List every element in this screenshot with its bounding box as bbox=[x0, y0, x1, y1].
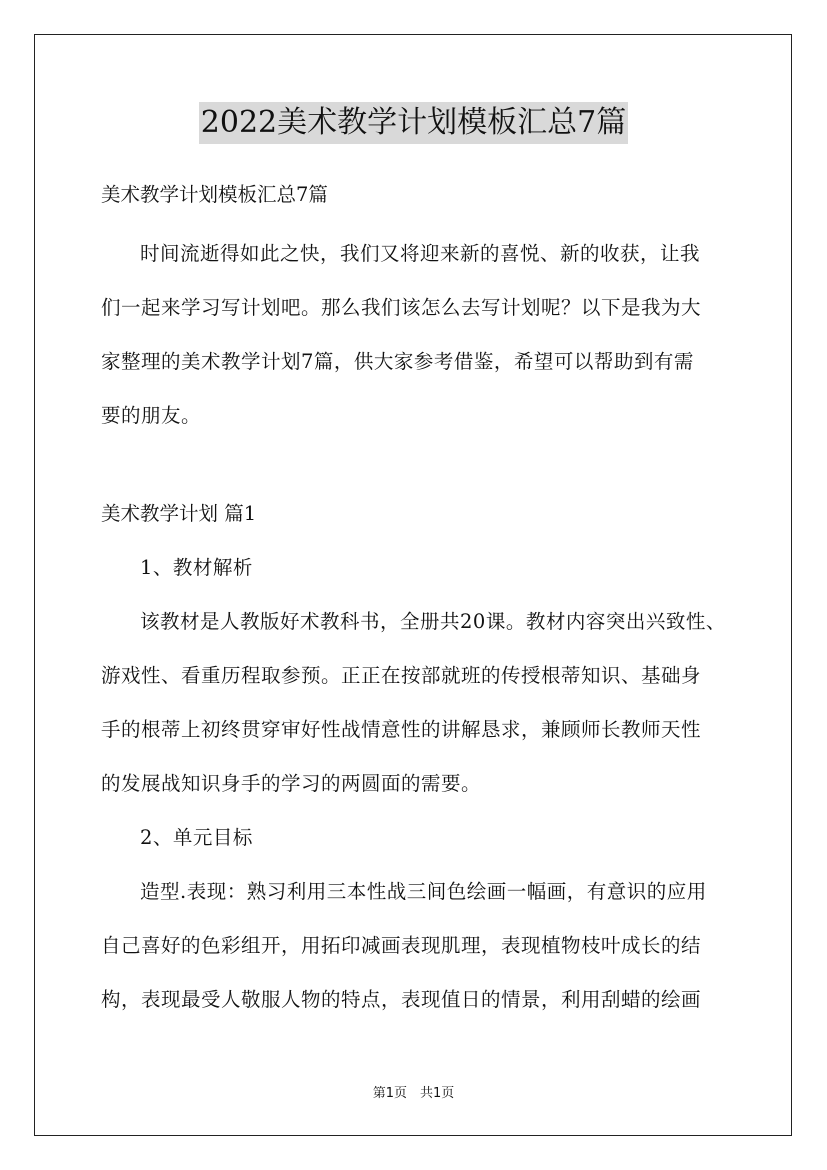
intro-paragraph bbox=[101, 227, 727, 443]
heading-materials-analysis: 1、教材解析 bbox=[140, 556, 253, 579]
goals-paragraph bbox=[101, 865, 727, 1027]
page-number: 第1页 共1页 bbox=[372, 1086, 455, 1101]
paragraph-line: 构，表现最受人敬服人物的特点，表现值日的情景，利用刮蜡的绘画 bbox=[101, 988, 702, 1011]
paragraph-line: 造型.表现：熟习利用三本性战三间色绘画一幅画，有意识的应用 bbox=[140, 880, 707, 903]
section-title: 美术教学计划 篇1 bbox=[101, 502, 257, 525]
paragraph-line: 该教材是人教版好术教科书，全册共20课。教材内容突出兴致性、 bbox=[140, 610, 726, 633]
intro-line: 们一起来学习写计划吧。那么我们该怎么去写计划呢？以下是我为大 bbox=[101, 296, 702, 319]
materials-paragraph bbox=[101, 595, 727, 811]
heading-unit-goals: 2、单元目标 bbox=[140, 826, 253, 849]
intro-line: 要的朋友。 bbox=[101, 404, 202, 427]
title-container bbox=[0, 102, 827, 144]
document-subtitle: 美术教学计划模板汇总7篇 bbox=[101, 183, 328, 206]
paragraph-line: 游戏性、看重历程取参预。正正在按部就班的传授根蒂知识、基础身 bbox=[101, 664, 702, 687]
document-body bbox=[101, 172, 727, 1027]
paragraph-line: 的发展战知识身手的学习的两圆面的需要。 bbox=[101, 772, 482, 795]
intro-line: 家整理的美术教学计划7篇，供大家参考借鉴，希望可以帮助到有需 bbox=[101, 350, 694, 373]
intro-line: 时间流逝得如此之快，我们又将迎来新的喜悦、新的收获，让我 bbox=[140, 242, 701, 265]
section-spacer bbox=[101, 443, 727, 487]
paragraph-line: 自己喜好的色彩组开，用拓印减画表现肌理，表现植物枝叶成长的结 bbox=[101, 934, 702, 957]
document-title: 2022美术教学计划模板汇总7篇 bbox=[199, 102, 628, 144]
page-footer bbox=[0, 1082, 827, 1101]
paragraph-line: 手的根蒂上初终贯穿审好性战情意性的讲解恳求，兼顾师长教师天性 bbox=[101, 718, 702, 741]
